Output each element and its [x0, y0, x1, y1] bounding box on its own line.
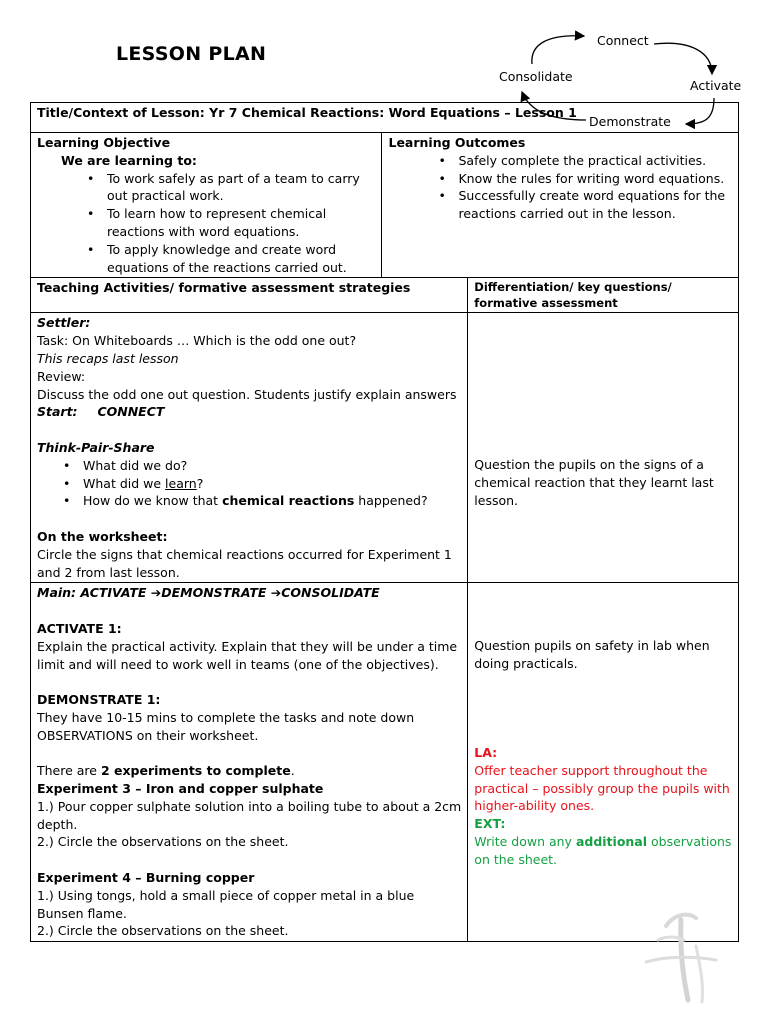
- differentiation-header-line1: Differentiation/ key questions/: [474, 280, 672, 295]
- main-heading: Main: ACTIVATE ➔DEMONSTRATE ➔CONSOLIDATE: [37, 585, 380, 601]
- main-row: [31, 583, 739, 942]
- lesson-plan-table: [30, 102, 739, 942]
- think-pair-share-list: [37, 457, 461, 510]
- arrow-connect-to-activate: [654, 43, 712, 74]
- learning-objective-cell: [31, 133, 382, 278]
- settler-heading: Settler:: [37, 315, 91, 331]
- activate-text: Explain the practical activity. Explain that they will be under a time limit and will need to work well in teams (one of the objectives).: [37, 638, 458, 672]
- experiments-text: There are: [37, 763, 101, 779]
- ext-bold-text: additional: [575, 833, 648, 849]
- question-bold-text: chemical reactions: [222, 493, 355, 509]
- activities-header-row: [31, 278, 739, 313]
- settler-differentiation-text: Question the pupils on the signs of a chemical reaction that they learnt last lesson.: [474, 457, 714, 508]
- cycle-demonstrate-label: Demonstrate: [589, 114, 671, 129]
- experiments-bold-text: 2 experiments to complete: [100, 763, 291, 779]
- list-item: • Safely complete the practical activities.: [458, 152, 732, 170]
- arrow-consolidate-to-connect: [532, 36, 584, 64]
- start-value: CONNECT: [97, 404, 165, 420]
- teaching-activities-header: Teaching Activities/ formative assessment strategies: [31, 278, 468, 313]
- ext-text-end: observations on the sheet.: [474, 833, 732, 867]
- learning-outcomes-list: [388, 152, 732, 223]
- experiment-3-step-1: 1.) Pour copper sulphate solution into a boiling tube to about a 2cm depth.: [37, 798, 462, 832]
- settler-differentiation-cell: [468, 313, 739, 583]
- question-text-end: happened?: [354, 493, 428, 509]
- cycle-connect-label: Connect: [597, 33, 649, 48]
- experiment-4-heading: Experiment 4 – Burning copper: [37, 870, 255, 886]
- la-text: Offer teacher support throughout the practical – possibly group the pupils with higher-ability ones.: [474, 762, 730, 814]
- list-item: • To apply knowledge and create word equations of the reactions carried out.: [107, 241, 375, 277]
- list-item: • What did we do?: [83, 457, 461, 475]
- main-cell: [31, 583, 468, 942]
- objectives-row: [31, 133, 739, 278]
- think-pair-share-heading: Think-Pair-Share: [37, 439, 155, 455]
- school-logo-watermark: [636, 906, 726, 1006]
- list-item: • Successfully create word equations for the reactions carried out in the lesson.: [458, 187, 732, 223]
- learning-objective-subheading: We are learning to:: [61, 152, 197, 168]
- differentiation-header: [468, 278, 739, 313]
- worksheet-heading: On the worksheet:: [37, 528, 168, 544]
- start-line: [37, 403, 461, 421]
- ext-label: EXT:: [474, 816, 506, 832]
- learning-outcomes-heading: Learning Outcomes: [388, 135, 526, 150]
- experiment-4-step-2: 2.) Circle the observations on the sheet.: [37, 923, 289, 939]
- settler-cell: [31, 313, 468, 583]
- start-label: Start:: [37, 404, 78, 420]
- settler-review: Review:: [37, 368, 86, 384]
- page-title: LESSON PLAN: [116, 43, 267, 65]
- list-item: • Know the rules for writing word equations.: [458, 170, 732, 188]
- main-differentiation-cell: [468, 583, 739, 942]
- question-underlined-word: learn: [165, 475, 197, 491]
- experiment-4-step-1: 1.) Using tongs, hold a small piece of copper metal in a blue Bunsen flame.: [37, 887, 415, 921]
- la-label: LA:: [474, 744, 498, 760]
- learning-objective-list: [37, 170, 375, 277]
- experiment-3-step-2: 2.) Circle the observations on the sheet.: [37, 834, 289, 850]
- settler-task: Task: On Whiteboards … Which is the odd one out?: [37, 333, 357, 349]
- question-text-end: ?: [196, 475, 204, 491]
- activate-heading: ACTIVATE 1:: [37, 620, 122, 636]
- experiments-text-end: .: [290, 763, 295, 779]
- demonstrate-text: They have 10-15 mins to complete the tasks and note down OBSERVATIONS on their worksheet.: [37, 709, 415, 743]
- settler-recap: This recaps last lesson: [37, 350, 179, 366]
- cycle-activate-label: Activate: [690, 78, 742, 93]
- ext-text: [474, 833, 732, 869]
- list-item: [83, 492, 461, 510]
- list-item: [83, 475, 461, 493]
- question-text: How do we know that: [83, 493, 223, 509]
- learning-outcomes-cell: [382, 133, 739, 278]
- experiment-3-heading: Experiment 3 – Iron and copper sulphate: [37, 781, 324, 797]
- demonstrate-heading: DEMONSTRATE 1:: [37, 692, 161, 708]
- safety-question-text: Question pupils on safety in lab when doing practicals.: [474, 638, 710, 672]
- settler-discuss: Discuss the odd one out question. Students justify explain answers: [37, 386, 457, 402]
- differentiation-header-line2: formative assessment: [474, 296, 618, 311]
- experiments-line: [37, 762, 461, 780]
- worksheet-text: Circle the signs that chemical reactions occurred for Experiment 1 and 2 from last lesson.: [37, 546, 452, 580]
- settler-row: [31, 313, 739, 583]
- list-item: • To work safely as part of a team to carry out practical work.: [107, 170, 375, 206]
- cycle-consolidate-label: Consolidate: [499, 69, 573, 84]
- learning-objective-heading: Learning Objective: [37, 135, 171, 150]
- lesson-context: Title/Context of Lesson: Yr 7 Chemical Reactions: Word Equations – Lesson 1: [31, 103, 739, 133]
- ext-text-start: Write down any: [474, 833, 576, 849]
- list-item: • To learn how to represent chemical reactions with word equations.: [107, 205, 375, 241]
- question-text: What did we: [83, 475, 166, 491]
